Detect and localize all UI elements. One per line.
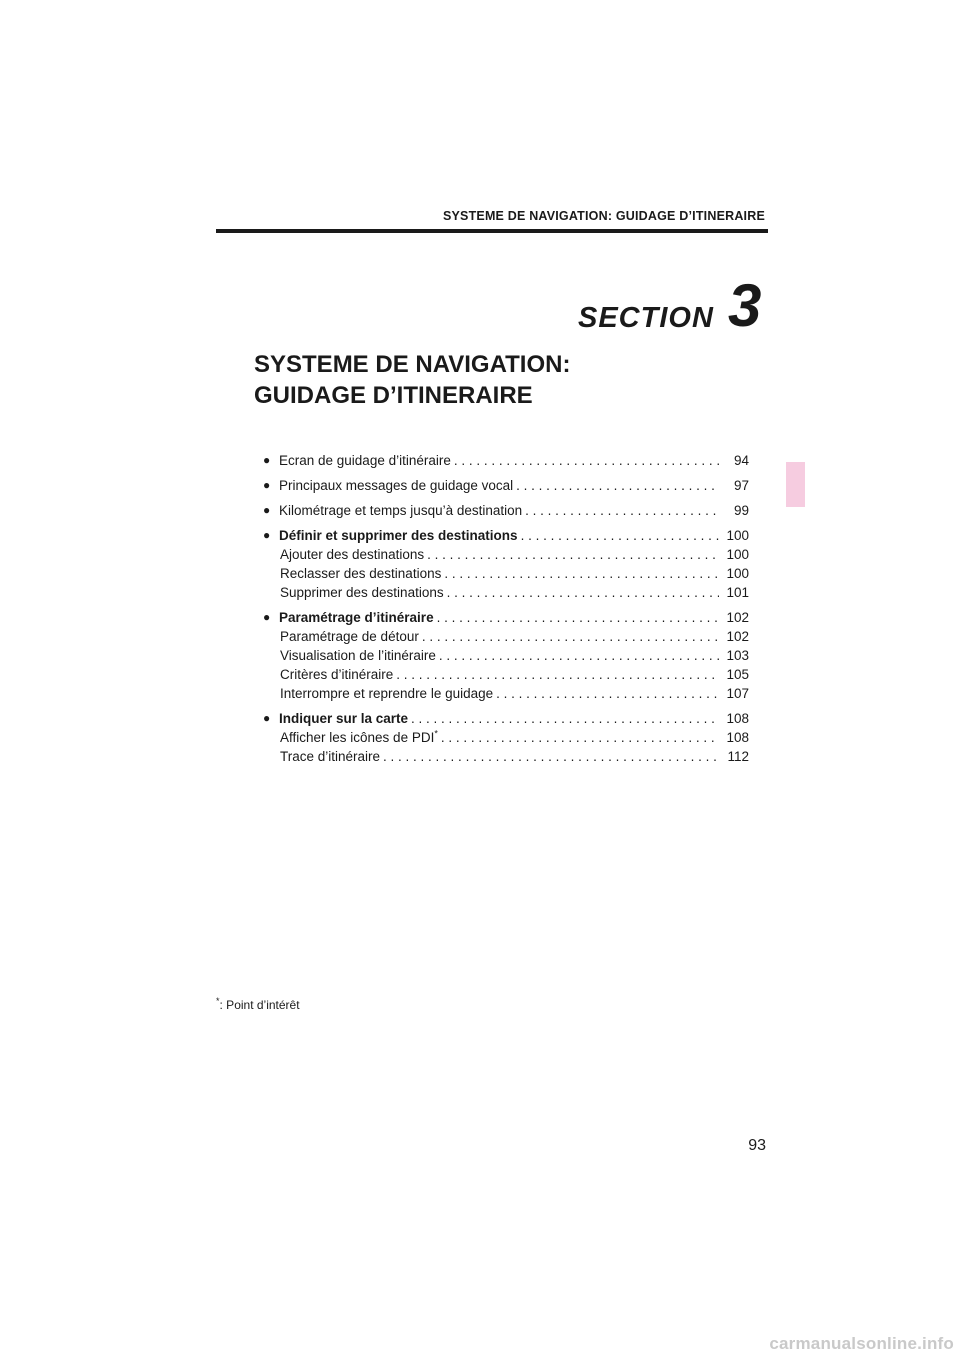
toc-page-number: 100	[726, 566, 749, 581]
bullet-icon: ●	[263, 478, 271, 492]
toc-entry-label	[278, 526, 521, 545]
table-of-contents	[264, 451, 749, 766]
dot-leader	[496, 684, 719, 703]
toc-entry-text: Paramétrage d’itinéraire	[279, 610, 434, 625]
dot-leader	[516, 476, 719, 495]
header-rule	[216, 229, 768, 233]
dot-leader	[422, 627, 719, 646]
toc-entry-label	[278, 501, 525, 520]
toc-entry-text: Indiquer sur la carte	[279, 711, 409, 726]
toc-entry-label	[278, 476, 516, 495]
toc-entry[interactable]	[264, 476, 749, 495]
toc-page-number: 103	[726, 648, 749, 663]
toc-entry[interactable]	[264, 608, 749, 627]
watermark: carmanualsonline.info	[769, 1334, 954, 1353]
chapter-title-line-2: GUIDAGE D’ITINERAIRE	[254, 382, 533, 409]
dot-leader	[427, 545, 719, 564]
toc-page-number: 108	[726, 711, 749, 726]
toc-entry-text: Critères d’itinéraire	[280, 667, 394, 682]
toc-page-number: 112	[727, 749, 749, 764]
toc-page-number: 100	[726, 547, 749, 562]
toc-page-number: 108	[726, 730, 749, 745]
footnote	[216, 998, 300, 1012]
toc-page-number: 100	[726, 528, 749, 543]
toc-entry-label	[280, 545, 427, 564]
toc-entry[interactable]	[264, 526, 749, 545]
chapter-title-line-1: SYSTEME DE NAVIGATION:	[254, 351, 571, 378]
dot-leader	[444, 564, 719, 583]
toc-subentry[interactable]	[264, 728, 749, 747]
toc-subentry[interactable]	[264, 747, 749, 766]
toc-subentry[interactable]	[264, 545, 749, 564]
toc-entry-text: Afficher les icônes de PDI	[280, 730, 435, 745]
toc-entry-label	[280, 564, 444, 583]
bullet-icon: ●	[263, 453, 271, 467]
bullet-icon: ●	[263, 528, 271, 542]
toc-entry-label	[280, 747, 383, 766]
bullet-icon: ●	[263, 610, 271, 624]
toc-entry[interactable]	[264, 451, 749, 470]
toc-page-number: 94	[733, 453, 749, 468]
toc-subentry[interactable]	[264, 564, 749, 583]
toc-page-number: 97	[733, 478, 749, 493]
running-header: SYSTEME DE NAVIGATION: GUIDAGE D’ITINERAIRE	[442, 209, 765, 223]
section-heading	[560, 272, 772, 339]
toc-entry-label	[280, 646, 439, 665]
footnote-reference: *	[434, 728, 438, 739]
dot-leader	[437, 608, 719, 627]
toc-entry-label	[280, 583, 447, 602]
dot-leader	[441, 728, 719, 747]
dot-leader	[525, 501, 719, 520]
toc-page-number: 107	[726, 686, 749, 701]
toc-entry-text: Paramétrage de détour	[280, 629, 419, 644]
toc-entry-text: Ecran de guidage d’itinéraire	[279, 453, 451, 468]
toc-page-number: 102	[726, 629, 749, 644]
toc-subentry[interactable]	[264, 646, 749, 665]
toc-entry-text: Supprimer des destinations	[280, 585, 444, 600]
toc-entry-text: Trace d’itinéraire	[280, 749, 381, 764]
toc-entry-text: Principaux messages de guidage vocal	[279, 478, 514, 493]
footnote-text: : Point d’intérêt	[219, 998, 300, 1012]
section-word: SECTION	[578, 302, 714, 334]
dot-leader	[439, 646, 719, 665]
toc-entry-text: Définir et supprimer des destinations	[279, 528, 518, 543]
toc-subentry[interactable]	[264, 665, 749, 684]
toc-entry-text: Ajouter des destinations	[280, 547, 425, 562]
toc-page-number: 99	[733, 503, 749, 518]
toc-page-number: 102	[726, 610, 749, 625]
dot-leader	[521, 526, 719, 545]
toc-entry-label	[280, 728, 441, 747]
toc-subentry[interactable]	[264, 684, 749, 703]
toc-entry-label	[278, 608, 437, 627]
bullet-icon: ●	[263, 503, 271, 517]
dot-leader	[454, 451, 719, 470]
toc-entry-text: Kilométrage et temps jusqu’à destination	[279, 503, 523, 518]
toc-entry-text: Visualisation de l’itinéraire	[280, 648, 436, 663]
toc-entry-label	[280, 627, 422, 646]
dot-leader	[447, 583, 719, 602]
toc-subentry[interactable]	[264, 583, 749, 602]
dot-leader	[396, 665, 719, 684]
page-number: 93	[748, 1137, 766, 1154]
chapter-title	[254, 349, 674, 411]
dot-leader	[411, 709, 719, 728]
bullet-icon: ●	[263, 711, 271, 725]
toc-subentry[interactable]	[264, 627, 749, 646]
toc-entry-label	[278, 709, 411, 728]
footnote-mark: *	[216, 996, 220, 1006]
toc-entry-label	[278, 451, 454, 470]
toc-page-number: 101	[726, 585, 749, 600]
toc-entry[interactable]	[264, 501, 749, 520]
toc-entry-label	[280, 684, 496, 703]
toc-entry-text: Interrompre et reprendre le guidage	[280, 686, 494, 701]
section-side-tab	[786, 462, 805, 507]
toc-entry[interactable]	[264, 709, 749, 728]
section-number: 3	[728, 272, 762, 339]
toc-entry-label	[280, 665, 396, 684]
toc-page-number: 105	[726, 667, 749, 682]
dot-leader	[383, 747, 719, 766]
toc-entry-text: Reclasser des destinations	[280, 566, 442, 581]
